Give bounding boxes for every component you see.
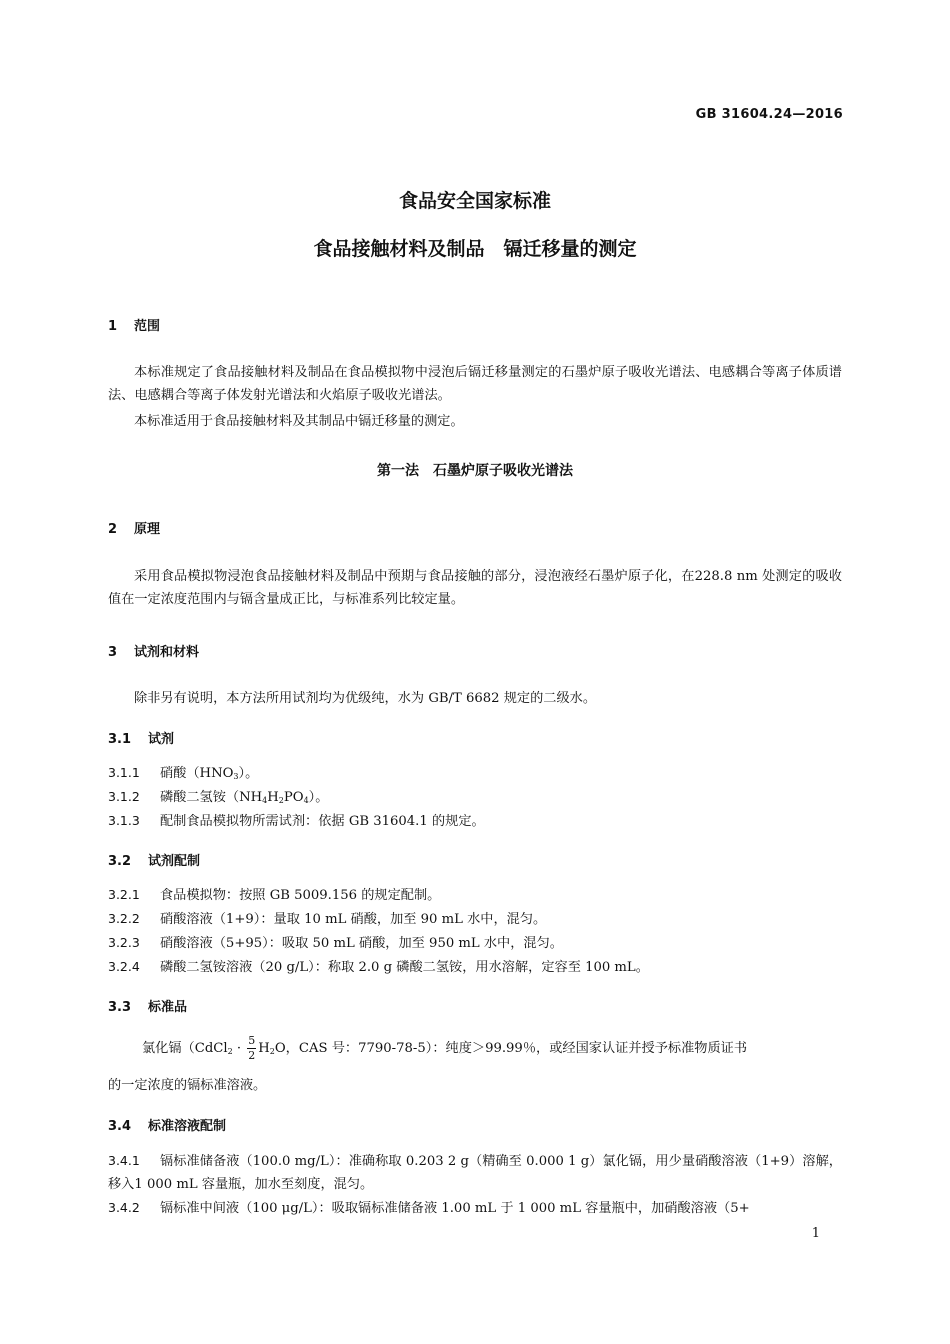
section-2-heading [108, 518, 160, 537]
section-title: 标准品 [148, 1000, 188, 1015]
item-3-2-2 [108, 908, 546, 931]
document-subtitle: 食品接触材料及制品 镉迁移量的测定 [313, 238, 637, 260]
text-part: · [232, 1041, 246, 1056]
section-3-3-heading [108, 996, 187, 1015]
section-1-paragraph-1: 本标准规定了食品接触材料及制品在食品模拟物中浸泡后镉迁移量测定的石墨炉原子吸收光谱法、电感耦合等离子体质谱法、电感耦合等离子体发射光谱法和火焰原子吸收光谱法。 [108, 365, 842, 403]
section-3-1-heading [108, 728, 174, 747]
item-number: 3.1.3 [108, 813, 140, 828]
section-title: 范围 [134, 319, 161, 334]
section-number: 3.4 [108, 1119, 132, 1134]
section-title: 原理 [134, 522, 161, 537]
section-3-3-paragraph [142, 1031, 747, 1070]
section-title: 标准溶液配制 [148, 1119, 227, 1134]
item-text-part: ）。 [308, 790, 329, 805]
item-text-part: 磷酸二氢铵（NH [160, 790, 263, 805]
text-part: H [258, 1041, 270, 1056]
item-3-1-2 [108, 786, 328, 812]
subscript: 2 [227, 1047, 233, 1056]
section-number: 1 [108, 319, 118, 334]
item-number: 3.4.1 [108, 1153, 140, 1168]
section-number: 3.1 [108, 732, 132, 747]
item-number: 3.2.4 [108, 959, 140, 974]
item-number: 3.4.2 [108, 1200, 140, 1215]
item-text: 硝酸溶液（1+9）：量取 10 mL 硝酸，加至 90 mL 水中，混匀。 [160, 912, 547, 927]
section-number: 3.2 [108, 854, 132, 869]
item-3-2-3 [108, 932, 563, 955]
section-number: 3.3 [108, 1000, 132, 1015]
standard-code: GB 31604.24—2016 [695, 107, 843, 122]
document-title: 食品安全国家标准 [398, 190, 551, 212]
item-3-1-3 [108, 810, 485, 833]
section-1-heading [108, 315, 160, 334]
section-number: 2 [108, 522, 118, 537]
section-title: 试剂 [148, 732, 175, 747]
section-title: 试剂和材料 [134, 645, 200, 660]
text-part: O，CAS 号：7790-78-5）：纯度＞99.99％，或经国家认证并授予标准物质证书 [274, 1041, 748, 1056]
item-number: 3.1.1 [108, 765, 140, 780]
item-3-4-2 [108, 1197, 750, 1220]
subscript: 3 [233, 772, 239, 781]
section-3-3-paragraph-continuation: 的一定浓度的镉标准溶液。 [108, 1078, 267, 1093]
item-text: 硝酸溶液（5+95）：吸取 50 mL 硝酸，加至 950 mL 水中，混匀。 [160, 936, 563, 951]
item-3-4-1 [108, 1149, 842, 1196]
fraction-numerator: 5 [248, 1034, 256, 1047]
item-text: 食品模拟物：按照 GB 5009.156 的规定配制。 [160, 888, 441, 903]
item-number: 3.2.3 [108, 935, 140, 950]
section-1-paragraph-2: 本标准适用于食品接触材料及其制品中镉迁移量的测定。 [134, 414, 464, 429]
item-3-1-1 [108, 762, 258, 788]
section-3-2-heading [108, 850, 200, 869]
page-number: 1 [811, 1226, 820, 1241]
item-text-part: PO [283, 790, 304, 805]
method-heading: 第一法 石墨炉原子吸收光谱法 [377, 463, 573, 479]
section-title: 试剂配制 [148, 854, 201, 869]
section-3-4-heading [108, 1115, 226, 1134]
item-3-2-1 [108, 884, 440, 907]
item-3-2-4 [108, 956, 649, 979]
subscript: 4 [303, 796, 309, 805]
item-text: 磷酸二氢铵溶液（20 g/L）：称取 2.0 g 磷酸二氢铵，用水溶解，定容至 100 mL。 [160, 960, 649, 975]
item-number: 3.2.1 [108, 887, 140, 902]
item-text-part: ）。 [238, 766, 259, 781]
item-text: 镉标准储备液（100.0 mg/L）：准确称取 0.203 2 g（精确至 0.000 1 g）氯化镉，用少量硝酸溶液（1+9）溶解，移入1 000 mL 容量瓶，加水至刻度，混匀。 [108, 1154, 842, 1192]
item-text-part: 硝酸（HNO [160, 766, 234, 781]
section-3-paragraph: 除非另有说明，本方法所用试剂均为优级纯，水为 GB/T 6682 规定的二级水。 [134, 691, 597, 706]
item-number: 3.1.2 [108, 789, 140, 804]
item-text [160, 766, 258, 781]
section-2-paragraph: 采用食品模拟物浸泡食品接触材料及制品中预期与食品接触的部分，浸泡液经石墨炉原子化，在228.8 nm 处测定的吸收值在一定浓度范围内与镉含量成正比，与标准系列比较定量。 [108, 569, 842, 607]
section-3-heading [108, 641, 199, 660]
section-number: 3 [108, 645, 118, 660]
item-text: 镉标准中间液（100 μg/L）：吸取镉标准储备液 1.00 mL 于 1 000 mL 容量瓶中，加硝酸溶液（5+ [160, 1201, 750, 1216]
text-part: 氯化镉（CdCl [142, 1041, 228, 1056]
subscript: 2 [278, 796, 284, 805]
fraction [247, 1035, 256, 1062]
subscript: 4 [262, 796, 268, 805]
item-text-part: H [267, 790, 279, 805]
item-number: 3.2.2 [108, 911, 140, 926]
item-text: 配制食品模拟物所需试剂：依据 GB 31604.1 的规定。 [160, 814, 485, 829]
fraction-denominator: 2 [248, 1049, 256, 1062]
subscript: 2 [269, 1047, 275, 1056]
item-text [160, 790, 328, 805]
